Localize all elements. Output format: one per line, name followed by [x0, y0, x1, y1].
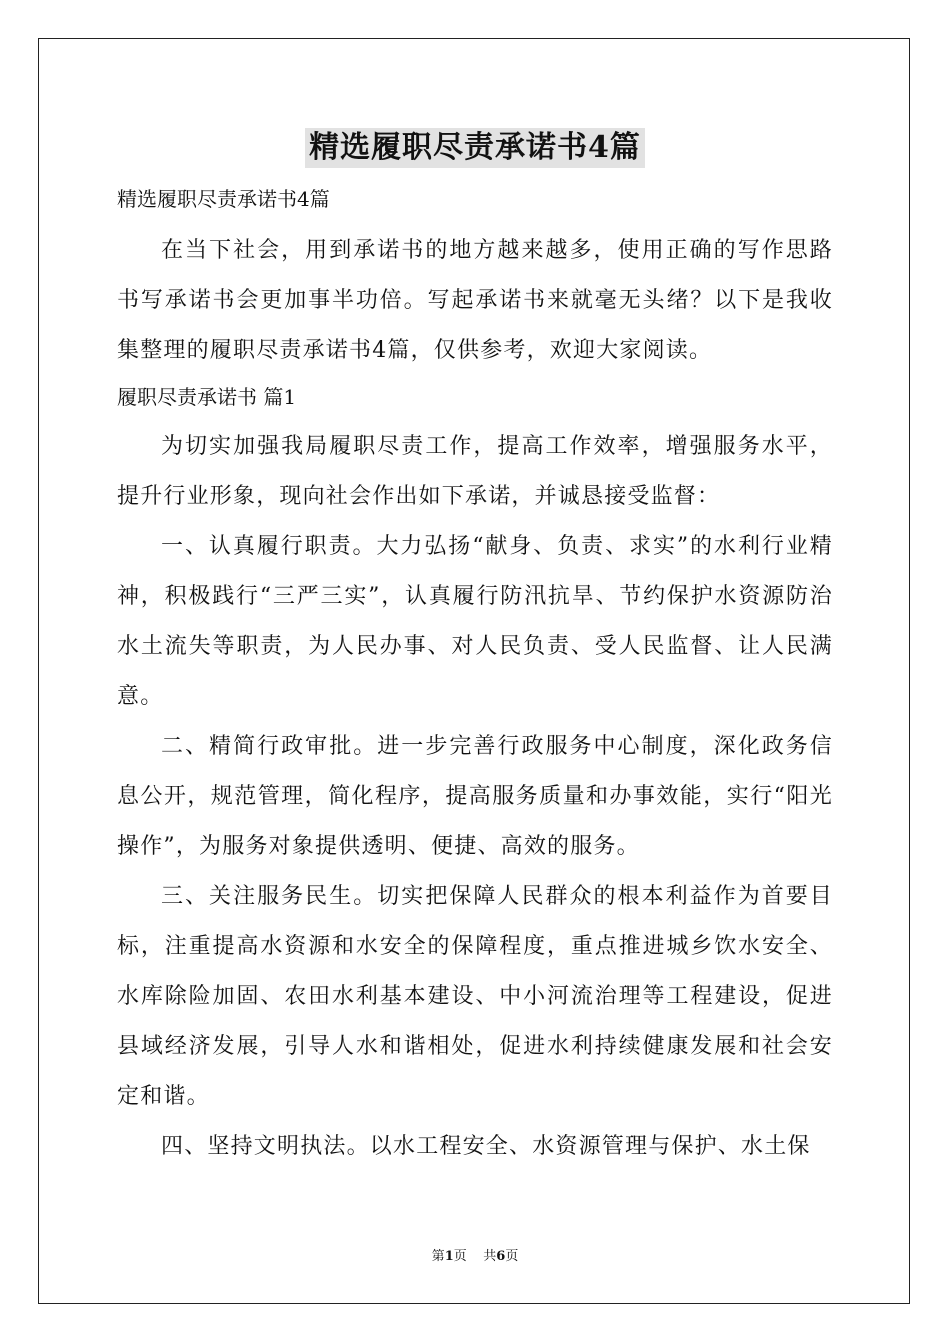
- section-heading: 履职尽责承诺书 篇1: [117, 385, 297, 409]
- footer-prefix: 第: [431, 1249, 445, 1264]
- body-paragraph-1: 为切实加强我局履职尽责工作，提高工作效率，增强服务水平，提升行业形象，现向社会作出如下承诺，并诚恳接受监督：: [117, 434, 833, 509]
- footer-page-number: 1: [444, 1249, 454, 1264]
- body-paragraph-2: 一、认真履行职责。大力弘扬“献身、负责、求实”的水利行业精神，积极践行“三严三实”，认真履行防汛抗旱、节约保护水资源防治水土流失等职责，为人民办事、对人民负责、受人民监督、让人民满意。: [117, 534, 833, 709]
- footer-suffix: 页: [505, 1249, 519, 1264]
- title-container: [0, 128, 950, 168]
- body-paragraph-4: 三、关注服务民生。切实把保障人民群众的根本利益作为首要目标，注重提高水资源和水安全的保障程度，重点推进城乡饮水安全、水库除险加固、农田水利基本建设、中小河流治理等工程建设，促进县域经济发展，引导人水和谐相处，促进水利持续健康发展和社会安定和谐。: [117, 884, 833, 1109]
- body-paragraph-3: 二、精简行政审批。进一步完善行政服务中心制度，深化政务信息公开，规范管理，简化程序，提高服务质量和办事效能，实行“阳光操作”，为服务对象提供透明、便捷、高效的服务。: [117, 734, 833, 859]
- document-body: [117, 184, 833, 1172]
- footer-total-pages: 6: [496, 1249, 506, 1264]
- body-paragraph-5: 四、坚持文明执法。以水工程安全、水资源管理与保护、水土保: [161, 1134, 811, 1159]
- document-title: 精选履职尽责承诺书4篇: [305, 128, 645, 168]
- intro-paragraph: 在当下社会，用到承诺书的地方越来越多，使用正确的写作思路书写承诺书会更加事半功倍。写起承诺书来就毫无头绪？以下是我收集整理的履职尽责承诺书4篇，仅供参考，欢迎大家阅读。: [117, 238, 833, 363]
- document-subtitle: 精选履职尽责承诺书4篇: [117, 187, 330, 211]
- page-footer: [0, 1245, 950, 1264]
- footer-mid: 页 共: [453, 1249, 497, 1264]
